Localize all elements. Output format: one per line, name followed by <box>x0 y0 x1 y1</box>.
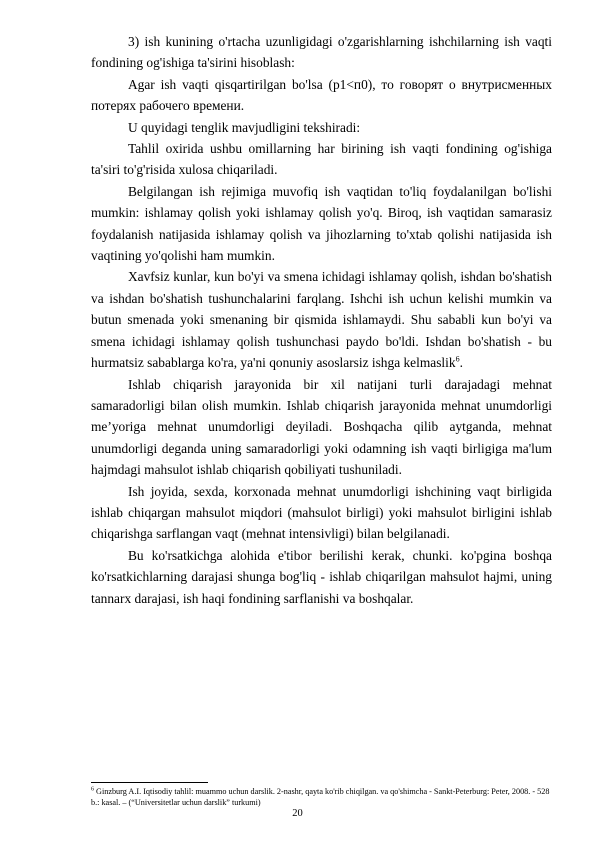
page-number: 20 <box>292 808 303 819</box>
paragraph-7 <box>91 374 552 481</box>
paragraph-text: Bu ko'rsatkichga alohida e'tibor berilishi kerak, chunki. ko'pgina boshqa ko'rsatkichlarning darajasi shunga bog'liq - ishlab chiqarilgan mahsulot hajmi, uning tannarx darajasi, ish haqi fondining sarflanishi va boshqalar. <box>91 547 552 606</box>
paragraph-3 <box>91 117 552 138</box>
paragraph-6 <box>91 266 552 373</box>
footnote-divider <box>91 782 208 783</box>
footnote-reference: 6 <box>455 354 460 364</box>
paragraph-8 <box>91 481 552 545</box>
footnote-marker: 6 <box>91 786 94 793</box>
paragraph-4 <box>91 138 552 181</box>
paragraph-9 <box>91 545 552 609</box>
paragraph-text: Agar ish vaqti qisqartirilgan bo'lsa (p1<п0), то говорят о внутрисменных потерях рабочего времени. <box>91 76 552 114</box>
body-text <box>91 31 552 609</box>
paragraph-text: 3) ish kunining o'rtacha uzunligidagi o'zgarishlarning ishchilarning ish vaqti fondining og'ishiga ta'sirini hisoblash: <box>91 34 552 71</box>
paragraph-text: Xavfsiz kunlar, kun bo'yi va smena ichidagi ishlamay qolish, ishdan bo'shatish va ishdan bo'shatish tushunchalarini farqlang. Ishchi ish uchun kelishi mumkin va butun smenada yoki smenaning bir qismida ishlamaydi. Shu sababli kun bo'yi va smena ichidagi ishlamay qolish tushunchasi paydo bo'ldi. Ishdan bo'shatish - bu hurmatsiz sabablarga ko'ra, ya'ni qonuniy asoslarsiz ishga kelmaslik <box>91 269 552 371</box>
paragraph-text: Belgilangan ish rejimiga muvofiq ish vaqtidan to'liq foydalanilgan bo'lishi mumkin: ishlamay qolish yoki ishlamay qolish yo'q. Biroq, ish vaqtidan samarasiz foydalanish natijasida ishlamay qolish va jihozlarning to'xtab qolishi natijasida ish vaqtining yo'qolishi ham mumkin. <box>91 183 552 264</box>
paragraph-text-end: . <box>459 355 463 371</box>
paragraph-5 <box>91 181 552 267</box>
paragraph-1 <box>91 31 552 74</box>
paragraph-text: U quyidagi tenglik mavjudligini tekshiradi: <box>128 119 361 135</box>
paragraph-2 <box>91 74 552 117</box>
footnote <box>91 786 552 808</box>
footnote-text: Ginzburg A.I. Iqtisodiy tahlil: muammo uchun darslik. 2-nashr, qayta ko'rib chiqilgan. va qo'shimcha - Sankt-Peterburg: Peter, 2008. - 528 b.: kasal. – (“Universitetlar uchun darslik” turkumi) <box>91 787 550 807</box>
paragraph-text: Ish joyida, sexda, korxonada mehnat unumdorligi ishchining vaqt birligida ishlab chiqargan mahsulot miqdori (mahsulot birligi) yoki mahsulot birligini ishlab chiqarishga sarflangan vaqt (mehnat intensivligi) bilan belgilanadi. <box>91 483 552 542</box>
paragraph-text: Ishlab chiqarish jarayonida bir xil natijani turli darajadagi mehnat samaradorligi bilan olish mumkin. Ishlab chiqarish jarayonida mehnat unumdorligi me’yoriga mehnat unumdorligi deyiladi. Boshqacha qilib aytganda, mehnat unumdorligi deganda uning samaradorligi yoki odamning ish vaqti birligiga ma'lum hajmdagi mahsulot ishlab chiqarish qobiliyati tushuniladi. <box>91 376 552 478</box>
paragraph-text: Tahlil oxirida ushbu omillarning har birining ish vaqti fondining og'ishiga ta'siri to'g'risida xulosa chiqariladi. <box>91 141 552 178</box>
